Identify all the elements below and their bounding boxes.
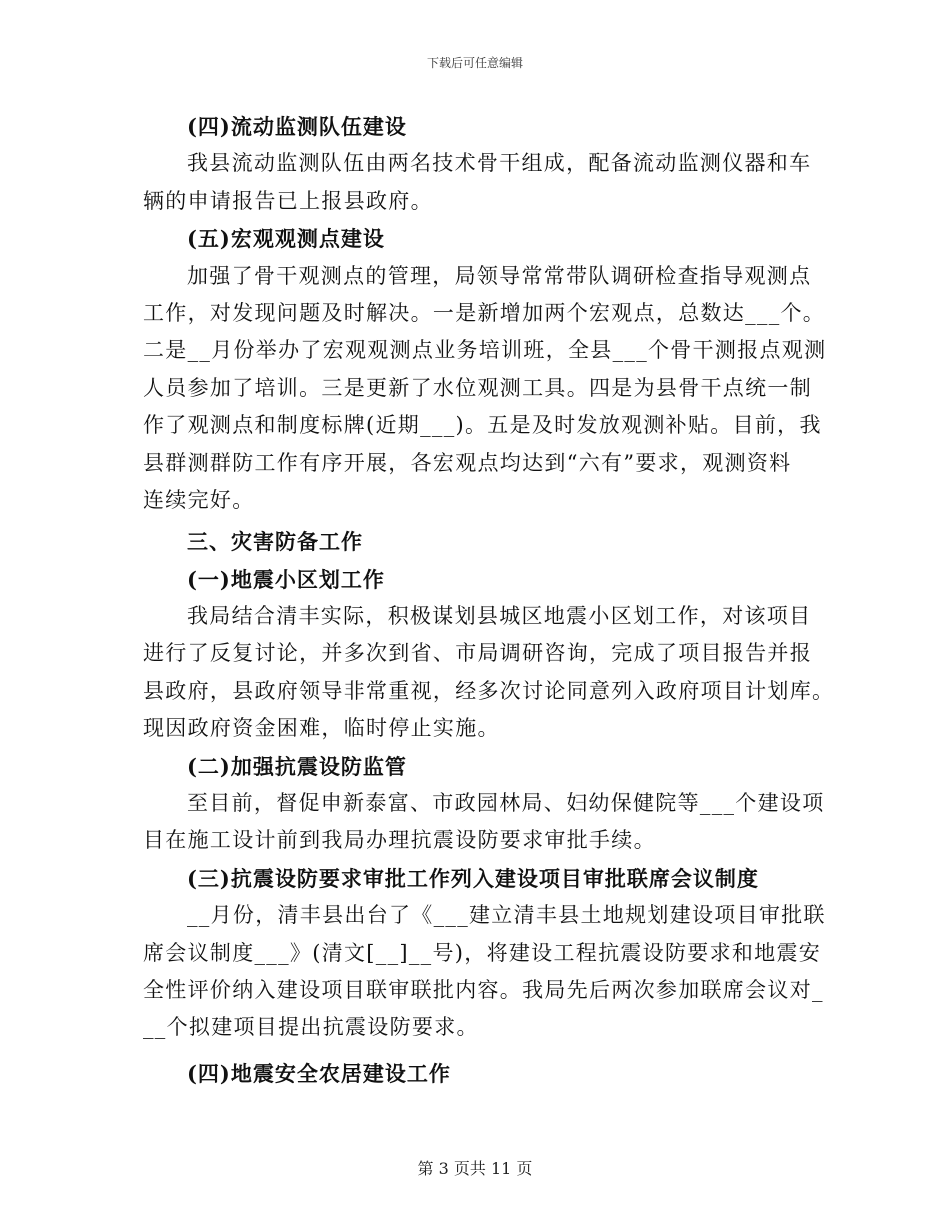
paragraph-line: 作了观测点和制度标牌(近期___)。五是及时发放观测补贴。目前，我 [143,413,822,438]
section-heading: (二)加强抗震设防监管 [187,753,407,779]
paragraph-line: 县群测群防工作有序开展，各宏观点均达到“六有”要求，观测资料 [143,450,792,475]
section-heading: (四)流动监测队伍建设 [187,114,407,139]
section-heading: (四)地震安全农居建设工作 [187,1060,451,1086]
page-header: 下载后可任意编辑 [426,56,523,70]
paragraph-line: 人员参加了培训。三是更新了水位观测工具。四是为县骨干点统一制 [143,375,812,400]
paragraph-line: 辆的申请报告已上报县政府。 [143,188,433,213]
section-heading: (五)宏观观测点建设 [187,226,385,252]
paragraph-line: 现因政府资金困难，临时停止实施。 [143,716,500,741]
document-body [143,108,835,1092]
paragraph-line: __个拟建项目提出抗震设防要求。 [143,1015,479,1040]
paragraph-line: 目在施工设计前到我局办理抗震设防要求审批手续。 [143,828,656,853]
section-heading: (三)抗震设防要求审批工作列入建设项目审批联席会议制度 [187,865,759,891]
paragraph-line: 我局结合清丰实际，积极谋划县城区地震小区划工作，对该项目 [187,604,812,629]
section-heading: (一)地震小区划工作 [187,566,385,592]
paragraph-line: 我县流动监测队伍由两名技术骨干组成，配备流动监测仪器和车 [187,151,812,176]
paragraph-line: 县政府，县政府领导非常重视，经多次讨论同意列入政府项目计划库。 [143,678,835,703]
paragraph-line: 连续完好。 [143,487,255,512]
chapter-heading: 三、灾害防备工作 [187,529,363,555]
paragraph-line: 至目前，督促申新泰富、市政园林局、妇幼保健院等___个建设项 [187,791,825,816]
page-footer: 第 3 页共 11 页 [417,1159,533,1178]
paragraph-line: 进行了反复讨论，并多次到省、市局调研咨询，完成了项目报告并报 [143,641,812,666]
paragraph-line: 全性评价纳入建设项目联审联批内容。我局先后两次参加联席会议对_ [143,977,824,1002]
paragraph-line: 加强了骨干观测点的管理，局领导常常带队调研检查指导观测点 [187,263,812,288]
paragraph-line: 二是__月份举办了宏观观测点业务培训班，全县___个骨干测报点观测 [143,338,827,363]
paragraph-line: __月份，清丰县出台了《___建立清丰县土地规划建设项目审批联 [187,903,826,928]
paragraph-line: 席会议制度___》(清文[__]__号)，将建设工程抗震设防要求和地震安 [143,940,822,965]
paragraph-line: 工作，对发现问题及时解决。一是新增加两个宏观点，总数达___个。 [143,300,826,325]
